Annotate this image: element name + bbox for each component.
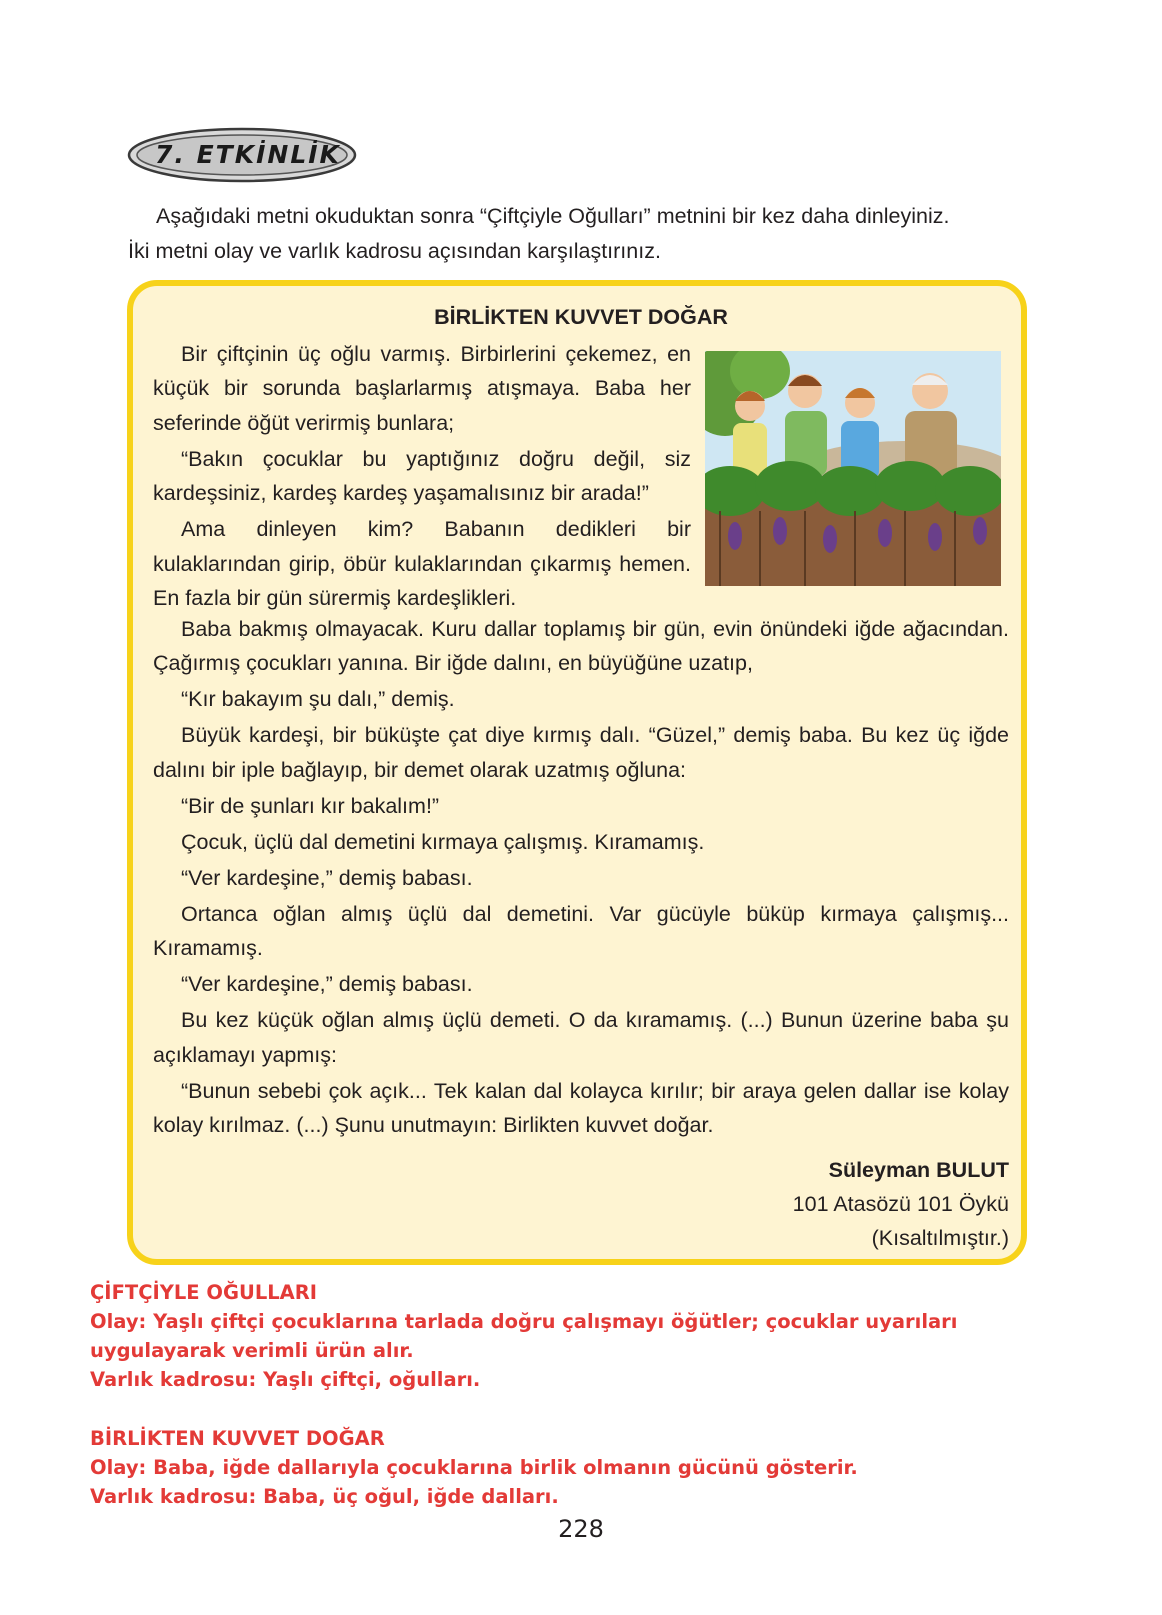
story-paragraph: “Ver kardeşine,” demiş babası. xyxy=(181,972,473,996)
answer-characters: Varlık kadrosu: Baba, üç oğul, iğde dalları. xyxy=(90,1485,559,1508)
activity-instructions xyxy=(128,199,1048,269)
page-number: 228 xyxy=(558,1515,604,1543)
story-paragraph: Baba bakmış olmayacak. Kuru dallar toplamış bir gün, evin önündeki iğde ağacından. Çağırmış çocukları yanına. Bir iğde dalını, en büyüğüne uzatıp, xyxy=(153,616,1009,675)
story-paragraph: “Ver kardeşine,” demiş babası. xyxy=(181,865,473,890)
abridged-note: (Kısaltılmıştır.) xyxy=(871,1225,1009,1250)
answer-title: ÇİFTÇİYLE OĞULLARI xyxy=(90,1281,318,1304)
author-name: Süleyman BULUT xyxy=(828,1157,1009,1182)
instruction-line-1: Aşağıdaki metni okuduktan sonra “Çiftçiyle Oğulları” metnini bir kez daha dinleyiniz. xyxy=(156,204,950,228)
story-paragraph: Ortanca oğlan almış üçlü dal demetini. Var gücüyle büküp kırmaya çalışmış... Kıramamış. xyxy=(153,901,1009,960)
story-panel xyxy=(127,280,1027,1265)
story-attribution xyxy=(153,1153,1009,1255)
story-paragraph: Büyük kardeşi, bir büküşte çat diye kırmış dalı. “Güzel,” demiş baba. Bu kez üç iğde dalını bir iple bağlayıp, bir demet olarak uzatmış oğluna: xyxy=(153,723,1009,782)
story-paragraph: “Kır bakayım şu dalı,” demiş. xyxy=(181,687,455,711)
answer-event: Olay: Baba, iğde dallarıyla çocuklarına birlik olmanın gücünü gösterir. xyxy=(90,1456,858,1479)
instruction-line-2: İki metni olay ve varlık kadrosu açısından karşılaştırınız. xyxy=(128,239,661,263)
story-paragraph: Bu kez küçük oğlan almış üçlü demeti. O da kıramamış. (...) Bunun üzerine baba şu açıklamayı yapmış: xyxy=(153,1008,1009,1067)
story-paragraph: “Bir de şunları kır bakalım!” xyxy=(181,793,440,818)
story-intro-text xyxy=(153,337,691,618)
story-paragraph: “Bakın çocuklar bu yaptığınız doğru değil, siz kardeşsiniz, kardeş kardeş yaşamalısınız bir arada!” xyxy=(153,446,691,505)
story-body xyxy=(153,612,1009,1143)
answer-characters: Varlık kadrosu: Yaşlı çiftçi, oğulları. xyxy=(90,1368,481,1391)
story-paragraph: Bir çiftçinin üç oğlu varmış. Birbirlerini çekemez, en küçük bir sorunda başlarlarmış atışmaya. Baba her seferinde öğüt verirmiş bunlara; xyxy=(153,341,691,435)
source-title: 101 Atasözü 101 Öykü xyxy=(792,1191,1009,1216)
story-paragraph: “Bunun sebebi çok açık... Tek kalan dal kolayca kırılır; bir araya gelen dallar ise kolay kolay kırılmaz. (...) Şunu unutmayın: Birlikten kuvvet doğar. xyxy=(153,1078,1009,1137)
activity-badge xyxy=(127,126,367,184)
story-paragraph: Çocuk, üçlü dal demetini kırmaya çalışmış. Kıramamış. xyxy=(181,829,705,854)
story-paragraph: Ama dinleyen kim? Babanın dedikleri bir kulaklarından girip, öbür kulaklarından çıkarmış hemen. En fazla bir gün sürermiş kardeşlikleri. xyxy=(153,517,691,610)
answer-event: Olay: Yaşlı çiftçi çocuklarına tarlada doğru çalışmayı öğütler; çocuklar uyarıları uygulayarak verimli ürün alır. xyxy=(90,1310,958,1362)
handwritten-answers xyxy=(90,1278,1090,1511)
story-title: BİRLİKTEN KUVVET DOĞAR xyxy=(434,305,728,329)
farmer-sons-vineyard-illustration xyxy=(705,351,1001,586)
answer-title: BİRLİKTEN KUVVET DOĞAR xyxy=(90,1427,385,1450)
activity-label: 7. ETKİNLİK xyxy=(155,140,341,169)
